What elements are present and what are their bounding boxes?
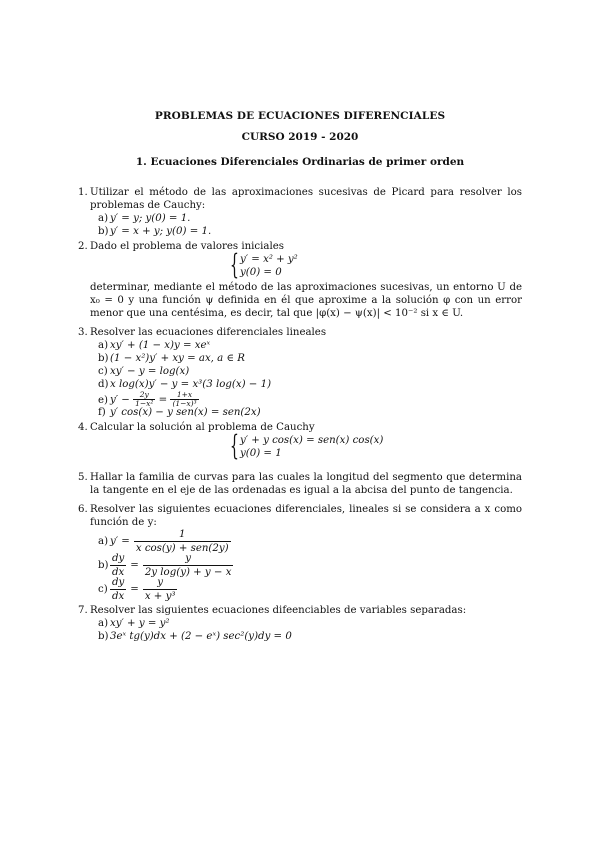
problem-2: [78, 240, 522, 320]
denominator: dx: [112, 566, 125, 578]
equals-sign: =: [130, 583, 139, 595]
equation: (1 − x²)y′ + xy = ax, a ∈ R: [110, 353, 245, 364]
problem-5: [78, 471, 522, 497]
subitem-b: [98, 225, 522, 238]
problem-statement: Resolver las siguientes ecuaciones difeenciables de variables separadas:: [90, 605, 467, 616]
problem-4: [78, 421, 522, 462]
problem-number: 7.: [78, 605, 88, 616]
fraction: [143, 576, 178, 603]
numerator: 1+x: [176, 390, 193, 399]
equals-sign: =: [130, 559, 139, 571]
derivative-fraction: [110, 552, 126, 579]
problem-7: [78, 604, 522, 643]
problem-statement: Resolver las siguientes ecuaciones diferenciales, lineales si se considera a x como función de y:: [90, 504, 522, 528]
equation: x log(x)y′ − y = x³(3 log(x) − 1): [110, 379, 272, 390]
denominator: dx: [112, 590, 125, 602]
subitem-c: [98, 365, 522, 378]
document-title: PROBLEMAS DE ECUACIONES DIFERENCIALES: [154, 110, 446, 122]
subitem-a: [98, 529, 522, 553]
numerator: 2y: [139, 390, 149, 399]
subitem-label: b): [98, 226, 109, 237]
subitem-f: [98, 406, 522, 419]
numerator: y: [185, 552, 192, 564]
subitem-c: [98, 577, 522, 601]
equation-lhs: y′ =: [110, 535, 130, 547]
system-line-1: y′ + y cos(x) = sen(x) cos(x): [240, 435, 384, 446]
problem-number: 5.: [78, 472, 88, 483]
system-line-2: y(0) = 0: [240, 267, 282, 278]
subitem-label: b): [98, 353, 109, 364]
brace-symbol: {: [230, 248, 239, 281]
problem-3: [78, 326, 522, 419]
equation: xy′ + y = y²: [110, 618, 170, 629]
subitem-a: [98, 617, 522, 630]
subitem-a: [98, 212, 522, 225]
problem-statement: Dado el problema de valores iniciales: [90, 241, 284, 252]
denominator: x + y³: [144, 590, 176, 602]
brace-symbol: {: [230, 429, 239, 462]
subitem-a: [98, 339, 522, 352]
subitem-e: [98, 391, 522, 406]
problem-number: 1.: [78, 187, 88, 198]
problem-statement: Resolver las ecuaciones diferenciales lineales: [90, 327, 327, 338]
derivative-fraction: [110, 576, 126, 603]
equals-sign: =: [158, 394, 168, 406]
system-line-2: y(0) = 1: [240, 448, 282, 459]
subitem-label: a): [98, 618, 109, 629]
subitem-label: f): [98, 407, 106, 418]
subitem-label: c): [98, 583, 108, 595]
subitem-label: b): [98, 559, 109, 571]
problem-number: 2.: [78, 241, 88, 252]
equation: 3eˣ tg(y)dx + (2 − eˣ) sec²(y)dy = 0: [110, 631, 292, 642]
problem-number: 3.: [78, 327, 88, 338]
problem-statement-continued: determinar, mediante el método de las aproximaciones sucesivas, un entorno U de x₀ = 0 y una función ψ definida en él que aproxime a la solución φ con un error menor que una centésima, es decir, tal que |φ(x) − ψ(x)| < 10⁻² si x ∈ U.: [90, 282, 522, 319]
problem-number: 6.: [78, 504, 88, 515]
subitem-label: d): [98, 379, 109, 390]
problem-6: [78, 503, 522, 601]
subitem-label: b): [98, 631, 109, 642]
subitem-label: c): [98, 366, 108, 377]
equation: y′ = y; y(0) = 1.: [110, 213, 191, 224]
denominator: (1−x)³: [172, 399, 197, 408]
denominator: 1−x²: [135, 399, 154, 408]
problem-statement: Calcular la solución al problema de Cauchy: [90, 422, 315, 433]
equation: y′ cos(x) − y sen(x) = sen(2x): [110, 407, 261, 418]
equation: xy′ + (1 − x)y = xeˣ: [110, 340, 211, 351]
problem-number: 4.: [78, 422, 88, 433]
numerator: dy: [112, 552, 125, 564]
numerator: y: [157, 576, 164, 588]
denominator: 2y log(y) + y − x: [144, 566, 232, 578]
subitem-d: [98, 378, 522, 391]
subitem-b: [98, 630, 522, 643]
equation: y′ = x + y; y(0) = 1.: [110, 226, 212, 237]
subitem-label: a): [98, 213, 109, 224]
system-line-1: y′ = x² + y²: [240, 254, 298, 265]
numerator: dy: [112, 576, 125, 588]
problem-statement: Utilizar el método de las aproximaciones sucesivas de Picard para resolver los problemas de Cauchy:: [90, 187, 522, 211]
equation-prefix: y′ −: [110, 394, 130, 406]
subitem-label: e): [98, 394, 109, 406]
equation-system: [230, 429, 522, 462]
subitem-label: a): [98, 340, 109, 351]
course-year: CURSO 2019 - 2020: [241, 131, 359, 143]
subitem-label: a): [98, 535, 109, 547]
numerator: 1: [178, 528, 186, 540]
problem-statement: Hallar la familia de curvas para las cuales la longitud del segmento que determina la tangente en el eje de las ordenadas es igual a la abcisa del punto de tangencia.: [90, 472, 522, 496]
equation: xy′ − y = log(x): [110, 366, 190, 377]
problem-1: [78, 186, 522, 238]
fraction: [143, 552, 234, 579]
subitem-b: [98, 553, 522, 577]
denominator: x cos(y) + sen(2y): [135, 542, 229, 554]
fraction: [134, 528, 231, 555]
section-heading: 1. Ecuaciones Diferenciales Ordinarias de primer orden: [135, 156, 465, 168]
equation-system: [230, 248, 522, 281]
subitem-b: [98, 352, 522, 365]
